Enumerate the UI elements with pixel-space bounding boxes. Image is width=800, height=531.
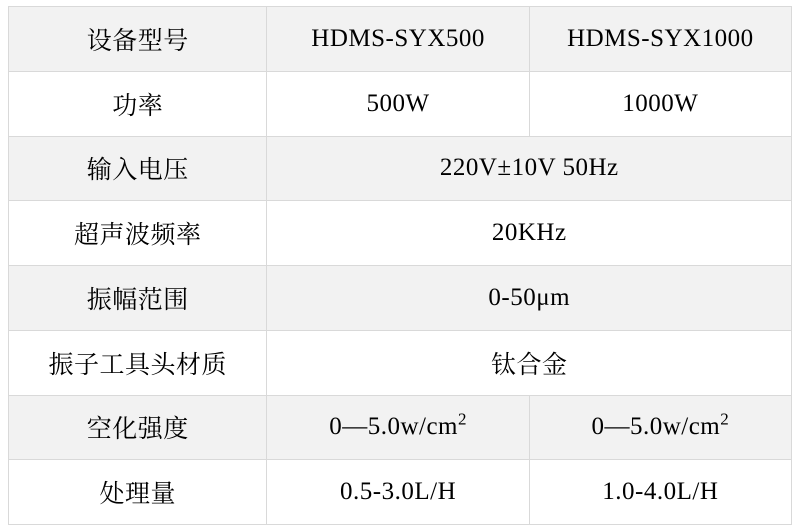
row-label-cavitation-intensity: 空化强度 <box>9 395 267 460</box>
row-value-horn-material: 钛合金 <box>267 330 792 395</box>
row-label-input-voltage: 输入电压 <box>9 136 267 201</box>
unit-superscript: 2 <box>457 410 467 430</box>
table-row <box>9 201 792 266</box>
row-value-cavitation-500 <box>267 395 529 460</box>
table-row <box>9 136 792 201</box>
row-value-throughput-1000: 1.0-4.0L/H <box>529 460 791 525</box>
cavitation-value-1000-text: $0—5.0w/cm^2$ <box>591 410 730 441</box>
table-row <box>9 330 792 395</box>
row-value-amplitude-range: 0-50μm <box>267 266 792 331</box>
table-row <box>9 460 792 525</box>
row-label-frequency: 超声波频率 <box>9 201 267 266</box>
row-label-power: 功率 <box>9 71 267 136</box>
row-value-input-voltage: 220V±10V 50Hz <box>267 136 792 201</box>
table-row <box>9 395 792 460</box>
row-label-amplitude-range: 振幅范围 <box>9 266 267 331</box>
row-value-power-500: 500W <box>267 71 529 136</box>
row-label-model: 设备型号 <box>9 7 267 72</box>
row-value-frequency: 20KHz <box>267 201 792 266</box>
row-label-throughput: 处理量 <box>9 460 267 525</box>
cavitation-value-500-text: $0—5.0w/cm^2$ <box>329 410 467 441</box>
row-label-horn-material: 振子工具头材质 <box>9 330 267 395</box>
specification-table <box>8 6 792 525</box>
table-row <box>9 7 792 72</box>
row-value-model-500: HDMS-SYX500 <box>267 7 529 72</box>
table-row <box>9 71 792 136</box>
unit-superscript: 2 <box>720 410 730 430</box>
row-value-throughput-500: 0.5-3.0L/H <box>267 460 529 525</box>
table-body <box>9 7 792 525</box>
row-value-power-1000: 1000W <box>529 71 791 136</box>
row-value-cavitation-1000 <box>529 395 791 460</box>
row-value-model-1000: HDMS-SYX1000 <box>529 7 791 72</box>
table-row <box>9 266 792 331</box>
